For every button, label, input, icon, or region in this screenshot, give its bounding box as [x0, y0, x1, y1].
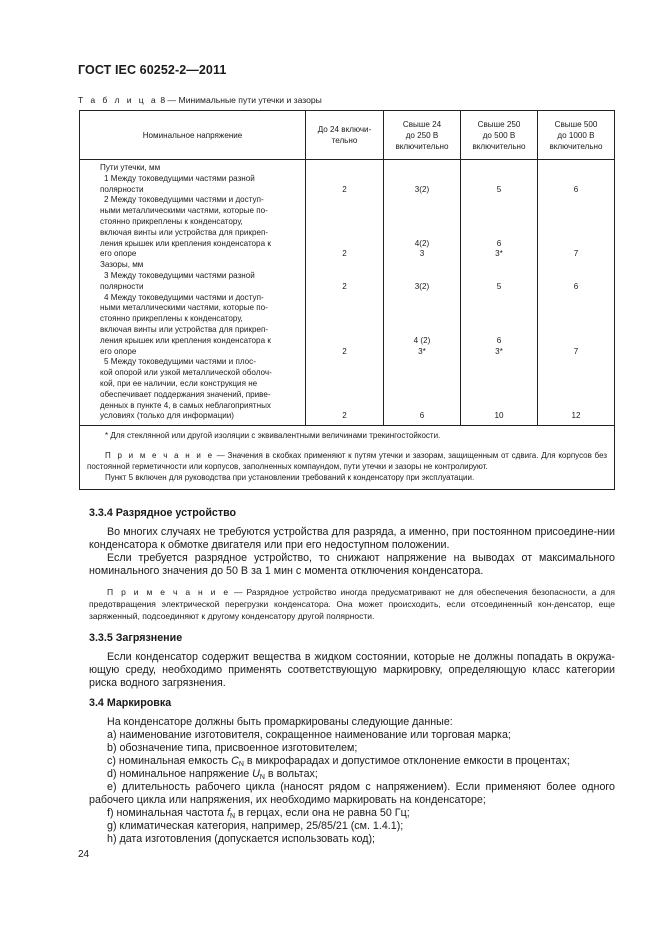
note-334-label: П р и м е ч а н и е: [107, 587, 231, 597]
marking-item-d-post: в вольтах;: [264, 768, 318, 780]
table-value: 6: [419, 411, 425, 421]
table-value: [384, 206, 460, 217]
row-label-line: ления крышек или крепления конденсатора к: [100, 238, 271, 248]
table-value: [538, 217, 614, 228]
table-value: [538, 239, 614, 250]
table-value: [306, 314, 383, 325]
para-34-intro: На конденсаторе должны быть промаркированы следующие данные:: [107, 716, 453, 728]
table-value: [461, 174, 537, 185]
table-value: [384, 260, 460, 271]
heading-3-3-4: 3.3.4 Разрядное устройство: [89, 507, 237, 519]
table-value: [461, 260, 537, 271]
table-value: [306, 293, 383, 304]
table-value: [384, 195, 460, 206]
note-334: [89, 586, 615, 622]
para-334-2: Если требуется разрядное устройство, то снижают напряжение на выводах от максимального номинального значения до 50 В за 1 мин с момента отключения конденсатора.: [89, 552, 615, 577]
symbol-c: C: [231, 755, 239, 767]
header-250-500: Свыше 250 до 500 В включительно: [461, 111, 538, 160]
header-24-250: Свыше 24 до 250 В включительно: [384, 111, 461, 160]
table-value: [306, 325, 383, 336]
table-value: [461, 357, 537, 368]
table-value: 5: [496, 184, 502, 194]
row-label-line: Пути утечки, мм: [100, 163, 161, 172]
table-value: [384, 228, 460, 239]
row-label-line: 4 Между токоведущими частями и доступ-: [104, 292, 264, 302]
table-notes-row: [80, 426, 615, 490]
clearance-table: [79, 110, 615, 490]
table-value: [538, 260, 614, 271]
row-label-line: 3 Между токоведущими частями разной: [104, 270, 255, 280]
table-value: [461, 314, 537, 325]
table-value: [384, 217, 460, 228]
marking-item-g: g) климатическая категория, например, 25/85/21 (см. 1.4.1);: [107, 820, 404, 832]
table-value: [306, 401, 383, 412]
table-value: [306, 206, 383, 217]
table-value: 4 (2): [413, 335, 431, 345]
header-500-1000: Свыше 500 до 1000 В включительно: [538, 111, 615, 160]
row-label-line: полярности: [100, 184, 144, 194]
row-label-line: его опоре: [100, 346, 137, 356]
row-label-line: 2 Между токоведущими частями и доступ-: [104, 195, 264, 205]
marking-item-d: [89, 768, 615, 781]
table-footnote: * Для стеклянной или другой изоляции с эквивалентными величинами трекингостойкости.: [105, 431, 441, 441]
symbol-c-sub: N: [238, 761, 244, 768]
row-label-line: ления крышек или крепления конденсатора к: [100, 335, 271, 345]
row-label-line: включая винты или устройства для прикреп-: [100, 324, 269, 334]
table-value: [306, 271, 383, 282]
table-value: [306, 228, 383, 239]
values-col-250-500: [461, 160, 538, 426]
heading-3-3-5: 3.3.5 Загрязнение: [89, 632, 183, 644]
table-value: [538, 368, 614, 379]
table-value: [538, 401, 614, 412]
row-label-line: обеспечивает поддержания значений, приве-: [100, 389, 271, 399]
row-label-line: ными металлическими частями, которые по-: [100, 303, 268, 313]
marking-item-f: [89, 807, 615, 820]
table-value: 7: [573, 346, 579, 356]
table-value: 6: [496, 335, 502, 345]
table-value: [538, 379, 614, 390]
marking-item-c-post: в микрофарадах и допустимое отклонение емкости в процентах;: [243, 755, 570, 767]
table-value: [461, 368, 537, 379]
table-note-item5: Пункт 5 включен для руководства при установлении требований к конденсатору при эксплуатации.: [105, 473, 475, 483]
table-body-row: [80, 160, 615, 426]
table-value: [538, 271, 614, 282]
row-label-line: кой, при ее наличии, если конструкция не: [100, 378, 258, 388]
table-value: [306, 217, 383, 228]
header-rated-voltage: Номинальное напряжение: [80, 111, 306, 160]
table-value: [306, 303, 383, 314]
table-caption-text: 8 — Минимальные пути утечки и зазоры: [158, 95, 322, 105]
row-label-line: Зазоры, мм: [100, 260, 144, 270]
table-value: 5: [496, 281, 502, 291]
row-label-line: включая винты или устройства для прикреп-: [100, 227, 269, 237]
table-value: [538, 163, 614, 174]
table-value: [538, 336, 614, 347]
table-caption-prefix: Т а б л и ц а: [78, 95, 158, 105]
row-label-line: 1 Между токоведущими частями разной: [104, 173, 255, 183]
marking-item-b: b) обозначение типа, присвоенное изготовителем;: [107, 742, 358, 754]
table-value: 3: [419, 249, 425, 259]
row-label-line: условиях (только для информации): [100, 411, 234, 421]
values-col-500-1000: [538, 160, 615, 426]
table-value: [461, 293, 537, 304]
table-value: [384, 314, 460, 325]
table-header-row: [80, 111, 615, 160]
para-334-1: Во многих случаях не требуются устройства для разряда, а именно, при постоянном присоедине-нии конденсатора к обмотке двигателя или при его недоступном положении.: [89, 526, 615, 551]
table-note-label: П р и м е ч а н и е: [105, 451, 215, 461]
symbol-f: f: [226, 807, 230, 819]
table-value: [461, 206, 537, 217]
table-value: 4(2): [414, 238, 430, 248]
marking-item-c-pre: c) номинальная емкость: [107, 755, 232, 767]
table-value: 3*: [418, 346, 426, 356]
table-value: [538, 206, 614, 217]
table-value: [538, 303, 614, 314]
table-value: [461, 195, 537, 206]
table-value: [306, 357, 383, 368]
marking-item-a: a) наименование изготовителя, сокращенное наименование или торговая марка;: [107, 729, 511, 741]
table-value: [306, 336, 383, 347]
values-col-24-250: [384, 160, 461, 426]
table-value: [461, 228, 537, 239]
table-value: [384, 390, 460, 401]
heading-3-4: 3.4 Маркировка: [89, 697, 172, 709]
table-value: [306, 239, 383, 250]
values-col-upto-24: [306, 160, 384, 426]
table-value: [461, 325, 537, 336]
table-value: [384, 325, 460, 336]
marking-item-e: e) длительность рабочего цикла (наносят рядом с напряжением). Если применяют более одного рабочего цикла или напряжения, их необходимо маркировать на конденсаторе;: [89, 781, 615, 806]
row-label-line: полярности: [100, 281, 144, 291]
table-value: [384, 163, 460, 174]
table-value: [461, 217, 537, 228]
table-value: [461, 271, 537, 282]
table-value: 2: [342, 281, 347, 291]
document-title: ГОСТ IEC 60252-2—2011: [78, 63, 227, 77]
table-value: [461, 390, 537, 401]
table-value: 10: [494, 411, 504, 421]
table-value: 6: [573, 184, 579, 194]
table-value: [306, 163, 383, 174]
body-text: [89, 507, 615, 846]
table-value: [384, 368, 460, 379]
table-value: [461, 303, 537, 314]
table-value: [384, 303, 460, 314]
row-label-line: ными металлическими частями, которые по-: [100, 206, 268, 216]
marking-item-c: [89, 755, 615, 768]
table-value: [306, 390, 383, 401]
table-value: 12: [571, 411, 581, 421]
table-value: 3*: [495, 249, 503, 259]
table-value: 6: [573, 281, 579, 291]
table-value: [306, 260, 383, 271]
row-label-line: стоянно прикреплены к конденсатору,: [100, 314, 243, 324]
row-labels-cell: [80, 160, 306, 426]
symbol-u: U: [252, 768, 260, 780]
table-value: [538, 314, 614, 325]
table-value: [461, 379, 537, 390]
table-value: [384, 271, 460, 282]
table-value: [538, 195, 614, 206]
marking-item-f-post: в герцах, если она не равна 50 Гц;: [235, 807, 410, 819]
table-value: [384, 357, 460, 368]
table-value: [306, 195, 383, 206]
symbol-u-sub: N: [259, 774, 265, 781]
row-label-line: кой опорой или узкой металлической оболоч-: [100, 368, 272, 378]
row-label-line: 5 Между токоведущими частями и плос-: [104, 357, 256, 367]
table-value: [538, 325, 614, 336]
para-335-1: Если конденсатор содержит вещества в жидком состоянии, которые не должны попадать в окружа-ющую среду, необходимо применять соответствующую маркировку, определяющую класс категории риска водного загрязнения.: [89, 651, 615, 689]
table-value: 7: [573, 249, 579, 259]
table-value: [306, 379, 383, 390]
table-value: 2: [342, 249, 347, 259]
table-value: [538, 293, 614, 304]
table-value: [538, 357, 614, 368]
header-upto-24: До 24 включи- тельно: [306, 111, 384, 160]
table-value: [384, 174, 460, 185]
table-value: 3(2): [414, 281, 430, 291]
page-number: 24: [78, 849, 90, 860]
table-value: [384, 293, 460, 304]
marking-list: [89, 729, 615, 846]
row-label-line: его опоре: [100, 249, 137, 259]
table-value: [306, 174, 383, 185]
table-value: 3*: [495, 346, 503, 356]
table-value: [384, 401, 460, 412]
table-value: [538, 228, 614, 239]
table-value: 6: [496, 238, 502, 248]
table-value: [538, 174, 614, 185]
note-334-text: — Разрядное устройство иногда предусматривают не для обеспечения безопасности, а для предотвращения электрической перегрузки конденсатора. Она может происходить, если отсоединенный кон-денсатор, еще заряженный, подсоединяют к другому конденсатору другой полярности.: [89, 587, 615, 621]
table-value: [461, 401, 537, 412]
marking-item-d-pre: d) номинальное напряжение: [107, 768, 253, 780]
table-value: 2: [342, 411, 347, 421]
table-value: [461, 163, 537, 174]
table-note: [87, 450, 607, 472]
table-notes-cell: [80, 426, 615, 490]
table-value: [538, 390, 614, 401]
table-value: [384, 379, 460, 390]
table-value: [306, 368, 383, 379]
table-value: 2: [342, 346, 347, 356]
table-value: 2: [342, 184, 347, 194]
marking-item-f-pre: f) номинальная частота: [107, 807, 227, 819]
row-label-line: денных в пункте 4, в самых неблагоприятных: [100, 400, 271, 410]
marking-item-h: h) дата изготовления (допускается использовать код);: [107, 833, 376, 845]
table-caption: [78, 95, 322, 105]
table-value: 3(2): [414, 184, 430, 194]
symbol-f-sub: N: [229, 813, 235, 820]
row-label-line: стоянно прикреплены к конденсатору,: [100, 216, 243, 226]
table-note-text: — Значения в скобках применяют к путям утечки и зазорам, защищенным от сдвига. Для корпусов без постоянной герметичности или корпусов, заполненных компаундом, пути утечки и зазоры не контролируют.: [87, 451, 608, 472]
